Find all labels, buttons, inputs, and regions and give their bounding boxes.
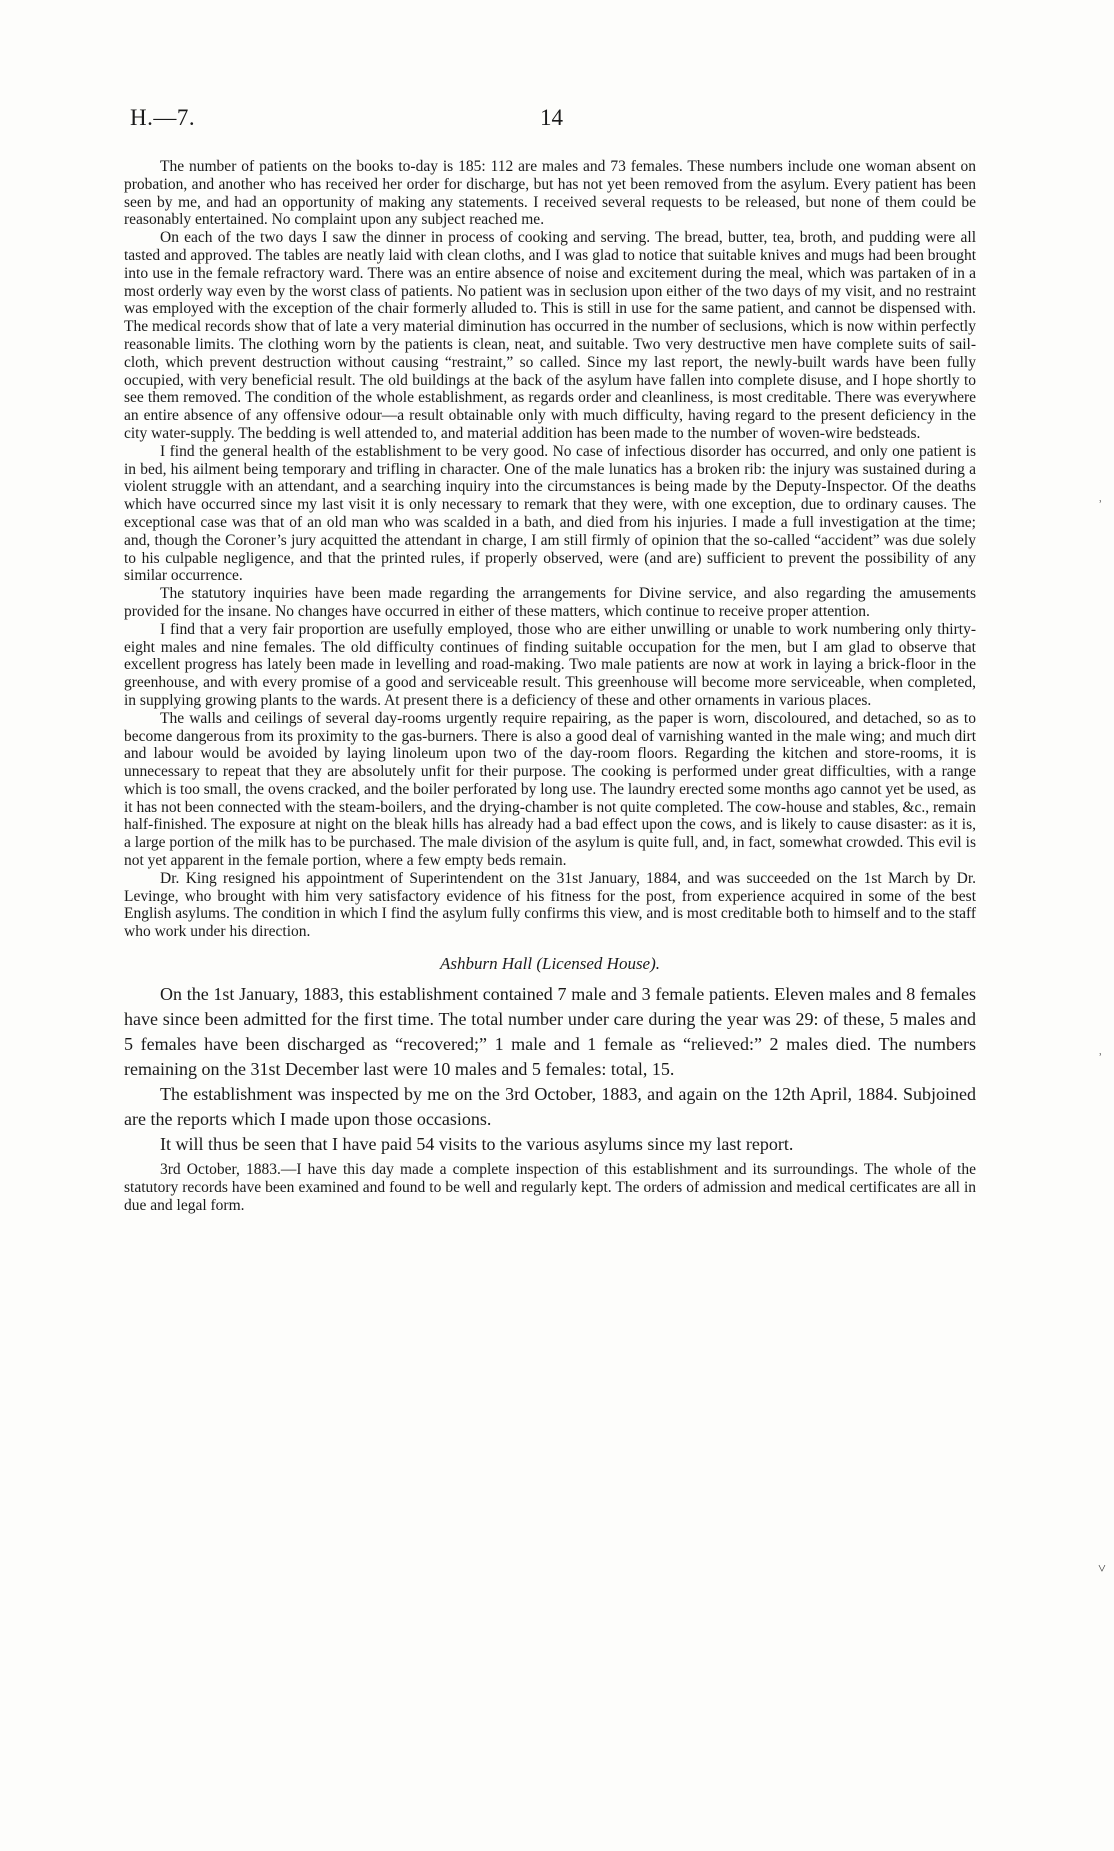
paragraph-employment: I find that a very fair proportion are usefully employed, those who are either unwilling or unable to work numbering only thirty-eight males and nine females. The old difficulty continues of finding suitable occupation for the men, but I am glad to observe that excellent progress has lately been made in levelling and road-making. Two male patients are now at work in laying a brick-floor in the greenhouse, and with every promise of a good and serviceable result. This greenhouse will become more serviceable, when completed, in supplying growing plants to the wards. At present there is a deficiency of these and other ornaments in various places.: [124, 620, 976, 709]
paragraph-ashburn-numbers: On the 1st January, 1883, this establishment contained 7 male and 3 female patients. Eleven males and 8 females have since been admitted for the first time. The total number under care during the year was 29: of these, 5 males and 5 females have been discharged as “recovered;” 1 male and 1 female as “relieved:” 2 males died. The numbers remaining on the 31st December last were 10 males and 5 females: total, 15.: [124, 984, 976, 1080]
paragraph-statutory: The statutory inquiries have been made regarding the arrangements for Divine service, and also regarding the amusements provided for the insane. No changes have occurred in either of these matters, which continue to receive proper attention.: [124, 585, 976, 620]
paragraph-repairs: The walls and ceilings of several day-rooms urgently require repairing, as the paper is worn, discoloured, and detached, so as to become dangerous from its proximity to the gas-burners. There is also a good deal of varnishing wanted in the male wing; and much dirt and labour would be avoided by laying linoleum upon two of the day-room floors. Regarding the kitchen and store-rooms, it is unnecessary to repeat that they are absolutely unfit for their purpose. The cooking is performed under great difficulties, with a range which is too small, the ovens cracked, and the boiler perforated by long use. The laundry erected some months ago cannot yet be used, as it has not been connected with the steam-boilers, and the drying-chamber is not quite completed. The cow-house and stables, &c., remain half-finished. The exposure at night on the bleak hills has already had a bad effect upon the cows, and is likely to cause disaster: as it is, a large portion of the milk has to be purchased. The male division of the asylum is quite full, and, in fact, somewhat crowded. This evil is not yet apparent in the female portion, where a few empty beds remain.: [124, 709, 976, 870]
paragraph-patients: The number of patients on the books to-day is 185: 112 are males and 73 females. These numbers include one woman absent on probation, and another who has received her order for discharge, but has not yet been removed from the asylum. Every patient has been seen by me, and had an opportunity of making any statements. I received several requests to be released, but none of them could be reasonably entertained. No complaint upon any subject reached me.: [124, 158, 976, 229]
paragraph-health: I find the general health of the establishment to be very good. No case of infectious disorder has occurred, and only one patient is in bed, his ailment being temporary and trifling in character. One of the male lunatics has a broken rib: the injury was sustained during a violent struggle with an attendant, and a searching inquiry into the circumstances is being made by the Deputy-Inspector. Of the deaths which have occurred since my last visit it is only necessary to remark that they were, with one exception, due to ordinary causes. The exceptional case was that of an old man who was scalded in a bath, and died from his injuries. I made a full investigation at the time; and, though the Coroner’s jury acquitted the attendant in charge, I am still firmly of opinion that the so-called “accident” was due solely to his culpable negligence, and that the printed rules, if properly observed, were (and are) sufficient to prevent the possibility of any similar occurrence.: [124, 442, 976, 585]
margin-mark: ˅: [1098, 1562, 1106, 1577]
section-title: Ashburn Hall (Licensed House).: [439, 954, 661, 974]
page-number: 14: [540, 105, 563, 130]
paragraph-superintendent: Dr. King resigned his appointment of Superintendent on the 31st January, 1884, and was succeeded on the 1st March by Dr. Levinge, who brought with him very satisfactory evidence of his fitness for the post, from experience acquired in some of the best English asylums. The condition in which I find the asylum fully confirms this view, and is most creditable both to himself and to the staff who work under his direction.: [124, 869, 976, 941]
margin-mark: ˒: [1098, 492, 1103, 507]
ashburn-hall-summary: [124, 982, 976, 1157]
paragraph-dinner: On each of the two days I saw the dinner in process of cooking and serving. The bread, butter, tea, broth, and pudding were all tasted and approved. The tables are neatly laid with clean cloths, and I was glad to notice that suitable knives and mugs had been brought into use in the female refractory ward. There was an entire absence of noise and excitement during the meal, which was partaken of in a most orderly way even by the worst class of patients. No patient was in seclusion upon either of the two days of my visit, and no restraint was employed with the exception of the chair formerly alluded to. This is still in use for the same patient, and cannot be dispensed with. The medical records show that of late a very material diminution has occurred in the number of seclusions, which is now within perfectly reasonable limits. The clothing worn by the patients is clean, neat, and suitable. Two very destructive men have complete suits of sail-cloth, which prevent destruction without causing “restraint,” so called. Since my last report, the newly-built wards have been fully occupied, with very beneficial result. The old buildings at the back of the asylum have fallen into complete disuse, and I hope shortly to see them removed. The condition of the whole establishment, as regards order and cleanliness, is most creditable. There was everywhere an entire absence of any offensive odour—a result obtainable only with much difficulty, having regard to the present deficiency in the city water-supply. The bedding is well attended to, and material addition has been made to the number of woven-wire bedsteads.: [124, 229, 976, 442]
margin-mark: ˒: [1098, 1045, 1103, 1060]
paragraph-ashburn-inspection: The establishment was inspected by me on the 3rd October, 1883, and again on the 12th April, 1884. Subjoined are the reports which I made upon those occasions.: [124, 1084, 976, 1130]
document-reference: H.—7.: [130, 105, 196, 130]
paragraph-report-october: 3rd October, 1883.—I have this day made a complete inspection of this establishment and its surroundings. The whole of the statutory records have been examined and found to be well and regularly kept. The orders of admission and medical certificates are all in due and legal form.: [124, 1161, 976, 1215]
page-header: [130, 105, 970, 139]
paragraph-visits: It will thus be seen that I have paid 54 visits to the various asylums since my last report.: [160, 1134, 794, 1155]
inspection-report: [124, 158, 976, 941]
body-column: [124, 158, 976, 1215]
ashburn-report: [124, 1161, 976, 1215]
